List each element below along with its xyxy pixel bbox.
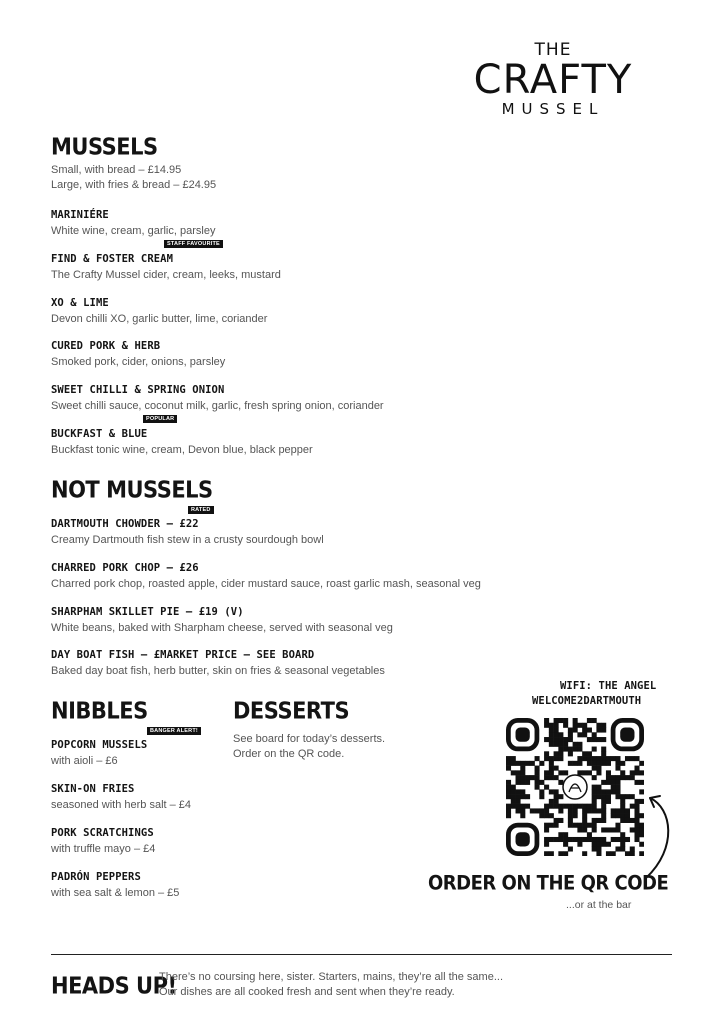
item-name: PADRÓN PEPPERS bbox=[51, 871, 141, 883]
item-name: FIND & FOSTER CREAM bbox=[51, 253, 174, 265]
menu-item-buckfast-blue bbox=[51, 422, 313, 456]
item-name: PORK SCRATCHINGS bbox=[51, 827, 154, 839]
menu-item-cured-pork-herb bbox=[51, 334, 225, 368]
item-desc: White wine, cream, garlic, parsley bbox=[51, 225, 216, 237]
menu-item-dartmouth-chowder bbox=[51, 512, 324, 546]
item-desc: with sea salt & lemon – £5 bbox=[51, 887, 180, 899]
wifi-name: WIFI: THE ANGEL bbox=[560, 680, 657, 692]
rated-badge: RATED bbox=[188, 506, 214, 514]
not-mussels-title: NOT MUSSELS bbox=[51, 477, 213, 503]
desserts-title: DESSERTS bbox=[233, 698, 350, 724]
order-sub: ...or at the bar bbox=[566, 899, 632, 911]
item-desc: Devon chilli XO, garlic butter, lime, coriander bbox=[51, 313, 268, 325]
item-name: SKIN-ON FRIES bbox=[51, 783, 135, 795]
desserts-line-2: Order on the QR code. bbox=[233, 748, 345, 760]
mussels-size-small: Small, with bread – £14.95 bbox=[51, 164, 182, 176]
crafty-mussel-logo bbox=[448, 40, 658, 118]
banger-alert-badge: BANGER ALERT! bbox=[147, 727, 201, 735]
heads-up-title: HEADS UP! bbox=[51, 973, 177, 999]
item-desc: Sweet chilli sauce, coconut milk, garlic, fresh spring onion, coriander bbox=[51, 400, 384, 412]
mussels-size-large: Large, with fries & bread – £24.95 bbox=[51, 179, 217, 191]
item-desc: Baked day boat fish, herb butter, skin on fries & seasonal vegetables bbox=[51, 665, 385, 677]
staff-favourite-badge: STAFF FAVOURITE bbox=[164, 240, 223, 248]
menu-item-charred-pork-chop bbox=[51, 556, 481, 590]
item-name: MARINIÉRE bbox=[51, 209, 109, 221]
nibbles-title: NIBBLES bbox=[51, 698, 148, 724]
mussels-title: MUSSELS bbox=[51, 134, 158, 160]
item-name: SHARPHAM SKILLET PIE – £19 (V) bbox=[51, 606, 244, 618]
item-name: BUCKFAST & BLUE bbox=[51, 428, 148, 440]
menu-item-xo-lime bbox=[51, 291, 267, 325]
item-desc: White beans, baked with Sharpham cheese, served with seasonal veg bbox=[51, 622, 393, 634]
menu-item-mariniere bbox=[51, 203, 215, 237]
item-desc: The Crafty Mussel cider, cream, leeks, mustard bbox=[51, 269, 281, 281]
item-desc: Charred pork chop, roasted apple, cider mustard sauce, roast garlic mash, seasonal veg bbox=[51, 578, 481, 590]
menu-item-pork-scratchings bbox=[51, 821, 155, 855]
wifi-password: WELCOME2DARTMOUTH bbox=[532, 695, 642, 707]
qr-code[interactable] bbox=[506, 718, 644, 856]
item-name: SWEET CHILLI & SPRING ONION bbox=[51, 384, 225, 396]
item-name: DAY BOAT FISH – £MARKET PRICE – SEE BOARD bbox=[51, 649, 315, 661]
menu-item-padron-peppers bbox=[51, 865, 179, 899]
item-desc: with truffle mayo – £4 bbox=[51, 843, 156, 855]
menu-item-day-boat-fish bbox=[51, 643, 385, 677]
logo-the: THE bbox=[534, 40, 572, 60]
item-name: POPCORN MUSSELS bbox=[51, 739, 148, 751]
order-qr-title: ORDER ON THE QR CODE bbox=[428, 872, 669, 895]
item-desc: seasoned with herb salt – £4 bbox=[51, 799, 192, 811]
item-name: DARTMOUTH CHOWDER – £22 bbox=[51, 518, 199, 530]
menu-item-popcorn-mussels bbox=[51, 733, 147, 767]
heads-up-line-1: There’s no coursing here, sister. Starters, mains, they’re all the same... bbox=[159, 971, 504, 983]
divider bbox=[51, 954, 672, 955]
heads-up-line-2: Our dishes are all cooked fresh and sent when they’re ready. bbox=[159, 986, 455, 998]
logo-crafty: CRAFTY bbox=[473, 57, 633, 103]
item-name: CURED PORK & HERB bbox=[51, 340, 161, 352]
menu-item-find-foster-cream bbox=[51, 247, 281, 281]
item-desc: with aioli – £6 bbox=[51, 755, 118, 767]
menu-item-sharpham-skillet-pie bbox=[51, 600, 393, 634]
qr-code-graphic bbox=[506, 718, 644, 856]
item-name: XO & LIME bbox=[51, 297, 109, 309]
curved-arrow-icon bbox=[638, 786, 678, 886]
menu-item-skin-on-fries bbox=[51, 777, 191, 811]
item-name: CHARRED PORK CHOP – £26 bbox=[51, 562, 199, 574]
menu-item-sweet-chilli bbox=[51, 378, 384, 412]
item-desc: Smoked pork, cider, onions, parsley bbox=[51, 356, 226, 368]
logo-mussel: MUSSEL bbox=[501, 100, 605, 118]
popular-badge: POPULAR bbox=[143, 415, 177, 423]
item-desc: Creamy Dartmouth fish stew in a crusty sourdough bowl bbox=[51, 534, 324, 546]
item-desc: Buckfast tonic wine, cream, Devon blue, black pepper bbox=[51, 444, 313, 456]
desserts-line-1: See board for today’s desserts. bbox=[233, 733, 386, 745]
